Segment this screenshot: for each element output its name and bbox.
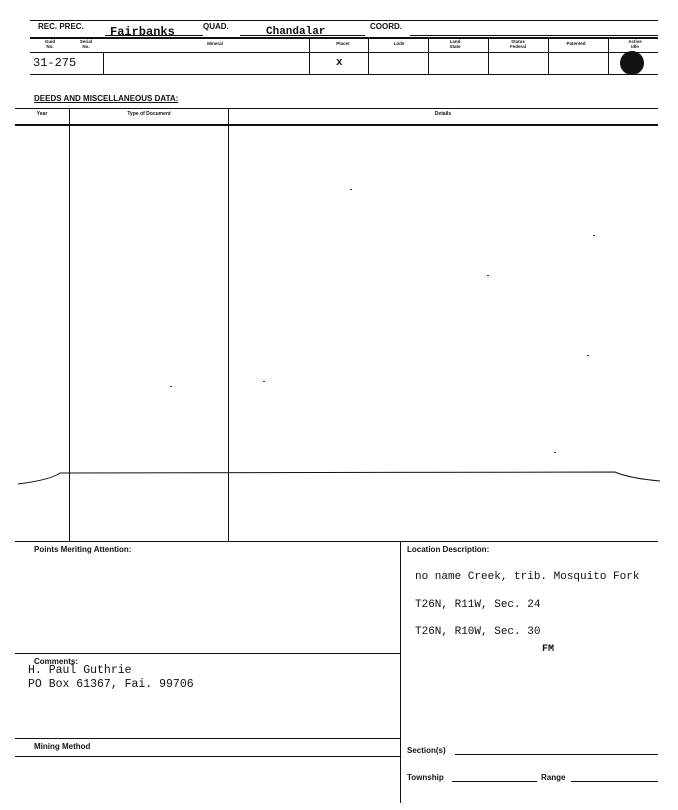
- deeds-top-rule: [15, 108, 658, 109]
- scan-speck: [487, 275, 489, 276]
- comments-label: Comments:: [34, 657, 79, 666]
- active-status-dot: [620, 51, 644, 75]
- placer-mark: x: [336, 57, 343, 69]
- sections-label: Section(s): [407, 746, 446, 755]
- serial-no-header: Serial No.: [79, 39, 93, 49]
- placer-header: Placer: [336, 41, 350, 46]
- coord-label: COORD.: [370, 22, 402, 31]
- location-line-1: no name Creek, trib. Mosquito Fork: [415, 571, 640, 583]
- claim-number: 31-275: [33, 56, 77, 70]
- scan-speck: [554, 452, 556, 453]
- location-line-3: T26N, R10W, Sec. 30: [415, 626, 541, 638]
- deeds-header-rule: [15, 124, 658, 126]
- land-state-header: Land State: [449, 39, 461, 49]
- patented-header: Patented: [566, 41, 586, 46]
- mining-method-bottom-rule: [15, 756, 400, 757]
- claim-col-div-2: [309, 37, 310, 74]
- header-underline-rec: [105, 35, 203, 36]
- comments-line-1: H. Paul Guthrie: [28, 664, 132, 677]
- claim-table-top-rule: [30, 37, 658, 39]
- claim-col-div-7: [608, 37, 609, 74]
- scan-speck: [263, 381, 265, 382]
- active-idle-header: Active Idle: [628, 39, 642, 49]
- claim-col-div-4: [428, 37, 429, 74]
- claim-col-div-6: [548, 37, 549, 74]
- scan-speck: [350, 189, 352, 190]
- lode-header: Lode: [393, 41, 405, 46]
- claim-table-bottom-rule: [30, 74, 658, 75]
- deeds-section-label: DEEDS AND MISCELLANEOUS DATA:: [34, 94, 179, 103]
- claim-col-div-3: [368, 37, 369, 74]
- location-line-2: T26N, R11W, Sec. 24: [415, 599, 541, 611]
- deeds-type-header: Type of Document: [127, 111, 171, 117]
- quad-label: QUAD.: [203, 22, 229, 31]
- lower-vertical-divider: [400, 541, 401, 803]
- header-underline-coord: [410, 35, 658, 36]
- mineral-header: Mineral: [207, 41, 223, 46]
- fold-line: [0, 464, 678, 490]
- range-blank-line: [571, 781, 658, 782]
- location-initials: FM: [542, 644, 555, 655]
- header-top-rule: [30, 20, 658, 21]
- sections-blank-line: [455, 754, 658, 755]
- township-blank-line: [452, 781, 537, 782]
- quad-value: Chandalar: [266, 26, 326, 38]
- points-label: Points Meriting Attention:: [34, 545, 132, 554]
- range-label: Range: [541, 773, 566, 782]
- status-federal-header: Status Federal: [509, 39, 526, 49]
- header-underline-quad: [240, 35, 365, 36]
- claim-table-header-rule: [30, 52, 658, 53]
- claim-col-div-1: [103, 52, 104, 74]
- deeds-details-header: Details: [434, 111, 452, 117]
- scan-speck: [170, 386, 172, 387]
- scan-speck: [587, 355, 589, 356]
- location-label: Location Description:: [407, 545, 490, 554]
- lower-top-rule: [15, 541, 658, 542]
- comments-line-2: PO Box 61367, Fai. 99706: [28, 678, 194, 691]
- mining-method-top-rule: [15, 738, 400, 739]
- scan-speck: [593, 235, 595, 236]
- comments-top-rule: [15, 653, 400, 654]
- guid-no-header: Guid No.: [44, 39, 56, 49]
- deeds-year-header: Year: [36, 111, 48, 117]
- rec-prec-label: REC. PREC.: [38, 22, 84, 31]
- rec-prec-value: Fairbanks: [110, 25, 175, 39]
- township-label: Township: [407, 773, 444, 782]
- claim-col-div-5: [488, 37, 489, 74]
- mining-method-label: Mining Method: [34, 742, 91, 751]
